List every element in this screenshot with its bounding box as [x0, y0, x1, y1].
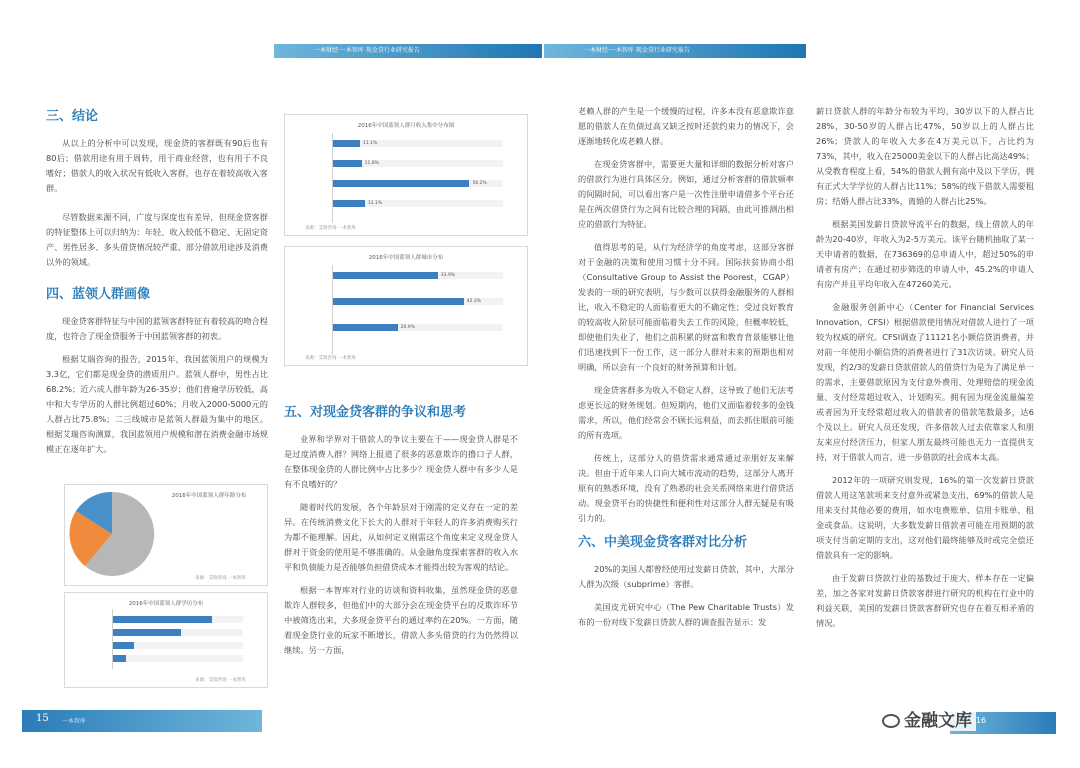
bar [333, 324, 398, 331]
chart-source: 来源：艾瑞咨询 一本智库 [195, 678, 246, 683]
bar [113, 655, 126, 662]
bar-row [71, 652, 261, 666]
bar-area [285, 133, 527, 223]
paragraph: 现金贷客群特征与中国的蓝领客群特征有着较高的吻合程度，也符合了现金贷服务于中国蓝领客群的初衷。 [46, 316, 268, 341]
bar [333, 180, 469, 187]
bar [113, 629, 181, 636]
paragraph: 老赖人群的产生是一个缓慢的过程，许多本没有恶意欺诈意愿的借款人在负债过高又缺乏按时还款约束力的情况下，会逐渐地转化成老赖人群。 [578, 106, 794, 146]
bar-track [113, 655, 243, 662]
bar-track [333, 324, 503, 331]
bar-track [113, 642, 243, 649]
bar-area [285, 265, 527, 355]
column-2 [284, 400, 518, 666]
bar-track [113, 616, 243, 623]
footer-left [22, 710, 262, 732]
chart-title: 2016年中国蓝领人群学历分布 [128, 601, 204, 607]
paragraph: 传统上，这部分人的借贷需求通常通过亲朋好友来解决。但由于近年来人口向大城市流动的趋势，这部分人离开原有的熟悉环境，没有了熟悉的社会关系网络来进行借贷活动。现金贷平台的快捷性和便利性对这部分人群无疑是有吸引力的。 [578, 453, 794, 523]
bar-value-label: 13.1% [367, 201, 383, 206]
paragraph: 根据美国发薪日贷款导流平台的数据，线上借款人的年龄为20-40岁，年收入为2-5万美元。该平台随机抽取了某一天申请者的数据，在736369的总申请人中，超过50%的申请者有房产；在通过初步筛选的申请人中，45.2%的申请人有房产并且平均年收入在47260美元。 [816, 219, 1034, 289]
bar-track [333, 298, 503, 305]
bar-track [333, 180, 503, 187]
paragraph: 美国皮尤研究中心（The Pew Charitable Trusts）发布的一份对线下发薪日贷款人群的调查报告显示：发 [578, 602, 794, 627]
section-heading-3: 三、结论 [46, 109, 99, 124]
bar-row [71, 639, 261, 653]
bar-value-label: 20.9% [400, 325, 415, 330]
paragraph: 由于发薪日贷款行业的基数过于庞大，样本存在一定偏差，加之各家对发薪日贷款客群进行研究的机构在行业中的利益关联，美国的发薪日贷款客群研究也存在着互相矛盾的情况。 [816, 573, 1034, 628]
chart-source: 来源：艾瑞咨询 一本智库 [305, 226, 356, 231]
pie-svg [67, 489, 157, 579]
paragraph: 值得思考的是，从行为经济学的角度考虑，这部分客群对于金融的决策和使用习惯十分不同。国际扶贫协商小组（Consultative Group to Assist the Poorest，CGAP）发表的一项的研究表明，与少数可以获得金融服务的人群相比，收入不稳定的人面临着更大的不确定性；受过良好教育的较高收入阶层可能面临着失去工作的风险，但概率较低，即使他们失业了，他们之前积累的财富和教育背景能够让他们迅速找到下一份工作，这一部分人群对未来的预期也相对明确，所以会有一个良好的财务预算和计划。 [578, 242, 794, 372]
footer-label: 一本智库 [62, 718, 87, 725]
bar-track [113, 629, 243, 636]
bar-value-label: 42.3% [466, 299, 482, 304]
chart-source: 来源：艾瑞咨询 一本智库 [305, 356, 356, 361]
paragraph: 金融服务创新中心（Center for Financial Services Innovation，CFSI）根据借款使用情况对借款人进行了一项较为权威的研究。CFSI调查了11121名小额信贷消费者，并对前一年使用小额信贷的消费者进行了31次访谈。研究人员发现，约2/3的发薪日贷款借款人的借贷行为是为了满足单一的需求，主要借款原因为支付意外费用、处理赔偿的现金流量、支付经常超过收入、计划购买。拥有因为现金流量偏差或者因为开支经常超过收入的借款者的借款笔数最多，达6个及以上。研究人员还发现，许多借款人过去依靠家人和朋友来应付经济压力，但家人朋友最终可能也无力一直提供支持，对于借款人而言，进一步借款的社会成本太高。 [816, 302, 1034, 462]
bar-row [291, 269, 521, 283]
paragraph: 随着时代的发展，各个年龄层对于刚需的定义存在一定的差异。在传统消费文化下长大的人群对于年轻人的许多消费购买行为都不能理解。因此，从如何定义刚需这个角度来定义现金贷人群对于资金的使用是不够准确的。从金融角度探索客群的收入水平和负债能力是否能够负担借贷成本才能得出较为客观的结论。 [284, 502, 518, 572]
bar [333, 298, 464, 305]
bar-row [291, 197, 521, 211]
column-3 [578, 104, 794, 638]
age-pie-chart [64, 484, 268, 586]
paragraph: 根据一本智库对行业的访谈和资料收集，虽然现金贷的恶意欺诈人群较多，但他们中的大部分会在现金贷平台的反欺诈环节中被筛选出来，大多现金贷平台的通过率约在20%。一方面，随着现金贷行业的玩家不断增长，借款人多头借贷的行为仍然得以继续。另一方面， [284, 585, 518, 655]
bar-track [333, 140, 503, 147]
header-text-left: 一本财经·一本智库 现金贷行业研究报告 [314, 47, 420, 54]
paragraph: 从以上的分析中可以发现，现金贷的客群既有90后也有80后；借款用途有用于周转，用于商业经营，也有用于不良嗜好；借款人的收入状况有低收入客群，也存在着较高收入客群。 [46, 138, 268, 193]
bar [333, 140, 360, 147]
bar [333, 200, 365, 207]
bar [333, 160, 362, 167]
page-number-right: 16 [975, 716, 986, 725]
paragraph: 根据艾瑞咨询的报告，2015年，我国蓝领用户的规模为3.3亿，它们都是现金贷的潜质用户。蓝领人群中，男性占比68.2%；近六成人群年龄为26-35岁；他们普遍学历较低，高中和大专学历的人群比例超过60%；月收入2000-5000元的人群占比75.8%；二三线城市是蓝领人群最为集中的地区。根据艾瑞咨询测算，我国蓝领用户规模和潜在消费金融市场规模正在逐年扩大。 [46, 354, 268, 454]
income-bar-chart [284, 114, 528, 236]
section-heading-4: 四、蓝领人群画像 [46, 287, 151, 302]
watermark [878, 706, 976, 731]
bar-value-label: 56.2% [472, 181, 487, 186]
bar-value-label: 11.1% [362, 141, 378, 146]
bar-value-label: 11.8% [364, 161, 379, 166]
bar-track [333, 160, 503, 167]
bar-row [291, 157, 521, 171]
bar-row [291, 137, 521, 151]
bar-row [71, 626, 261, 640]
section-heading-5: 五、对现金贷客群的争议和思考 [284, 405, 467, 420]
bar-track [333, 200, 503, 207]
chart-title: 2016年中国蓝领人群城市分布 [368, 255, 444, 261]
paragraph: 尽管数据来源不同，广度与深度也有差异，但现金贷客群的特征整体上可以归纳为：年轻、收入较低不稳定、无固定资产、男性居多、多头借贷情况较严重、部分借款用途涉及消费以外的领域。 [46, 212, 268, 267]
section-heading-6: 六、中美现金贷客群对比分析 [578, 535, 748, 550]
chart-title: 2016年中国蓝领人群月收入集中分布图 [357, 123, 455, 129]
bar-area [65, 609, 267, 669]
header-text-right: 一本财经·一本智库 现金贷行业研究报告 [584, 47, 690, 54]
bar-track [333, 272, 503, 279]
header-banner-left [274, 44, 542, 58]
column-4 [816, 104, 1034, 639]
paragraph: 现金贷客群多为收入不稳定人群，这导致了他们无法考虑更长远的财务规划。但短期内，他们又面临着较多的金钱需求，所以，他们经常会不顾长远利益，而去抓住眼前可能的所有选项。 [578, 385, 794, 440]
bar-row [291, 177, 521, 191]
chart-source: 来源：艾瑞咨询 一本智库 [195, 576, 246, 581]
city-bar-chart [284, 246, 528, 366]
watermark-text: 金融文库 [904, 711, 972, 731]
bar-row [291, 321, 521, 335]
page-number-left: 15 [36, 713, 49, 724]
paragraph: 薪日贷款人群的年龄分布较为平均，30岁以下的人群占比28%，30-50岁的人群占比47%，50岁以上的人群占比26%；贷款人的年收入大多在4万美元以下，占比约为73%，其中，收入在25000美金以下的人群占比高达49%；从受教育程度上看，54%的借款人拥有高中及以下学历，拥有正式大学学位的人群占比11%；58%的线下借款人需要租房；结婚人群占比33%，离婚的人群占比25%。 [816, 106, 1035, 206]
paragraph: 在现金贷客群中，需要更大量和详细的数据分析对客户的借款行为进行具体区分。例如，通过分析客群的借款频率的间隔时间，可以看出客户是一次性注册申请借多个平台还是在两次借贷行为之间有比较合理的间隔，由此可推测出相应的借款行为特征。 [578, 159, 794, 229]
bar-row [291, 295, 521, 309]
bar [333, 272, 438, 279]
paragraph: 2012年的一项研究则发现，16%的第一次发薪日贷款借款人用这笔款项来支付意外或紧急支出，69%的借款人是用来支付其他必要的费用，如水电费账单、信用卡账单、租金或食品。这说明，大多数发薪日借款者可能在用预期的款项支付当前定期的支出，这对他们最终能够及时或完全偿还借款具有一定的影响。 [816, 475, 1034, 560]
paragraph: 业界和学界对于借款人的争议主要在于——现金贷人群是不是过度消费人群？网络上报道了很多的恶意欺诈的撸口子人群，在整体现金贷的人群比例中占比多少？现金贷人群中有多少人是有不良嗜好的？ [284, 434, 518, 489]
education-bar-chart [64, 592, 268, 688]
chart-title: 2016年中国蓝领人群年龄分布 [171, 493, 247, 499]
bar [113, 642, 134, 649]
bar [113, 616, 212, 623]
wechat-icon [882, 714, 900, 728]
column-1 [46, 104, 268, 465]
bar-row [71, 613, 261, 627]
paragraph: 20%的美国人都曾经使用过发薪日贷款，其中，大部分人群为次级（subprime）客群。 [578, 564, 794, 589]
header-banner-right [544, 44, 806, 58]
bar-value-label: 33.9% [440, 273, 456, 278]
